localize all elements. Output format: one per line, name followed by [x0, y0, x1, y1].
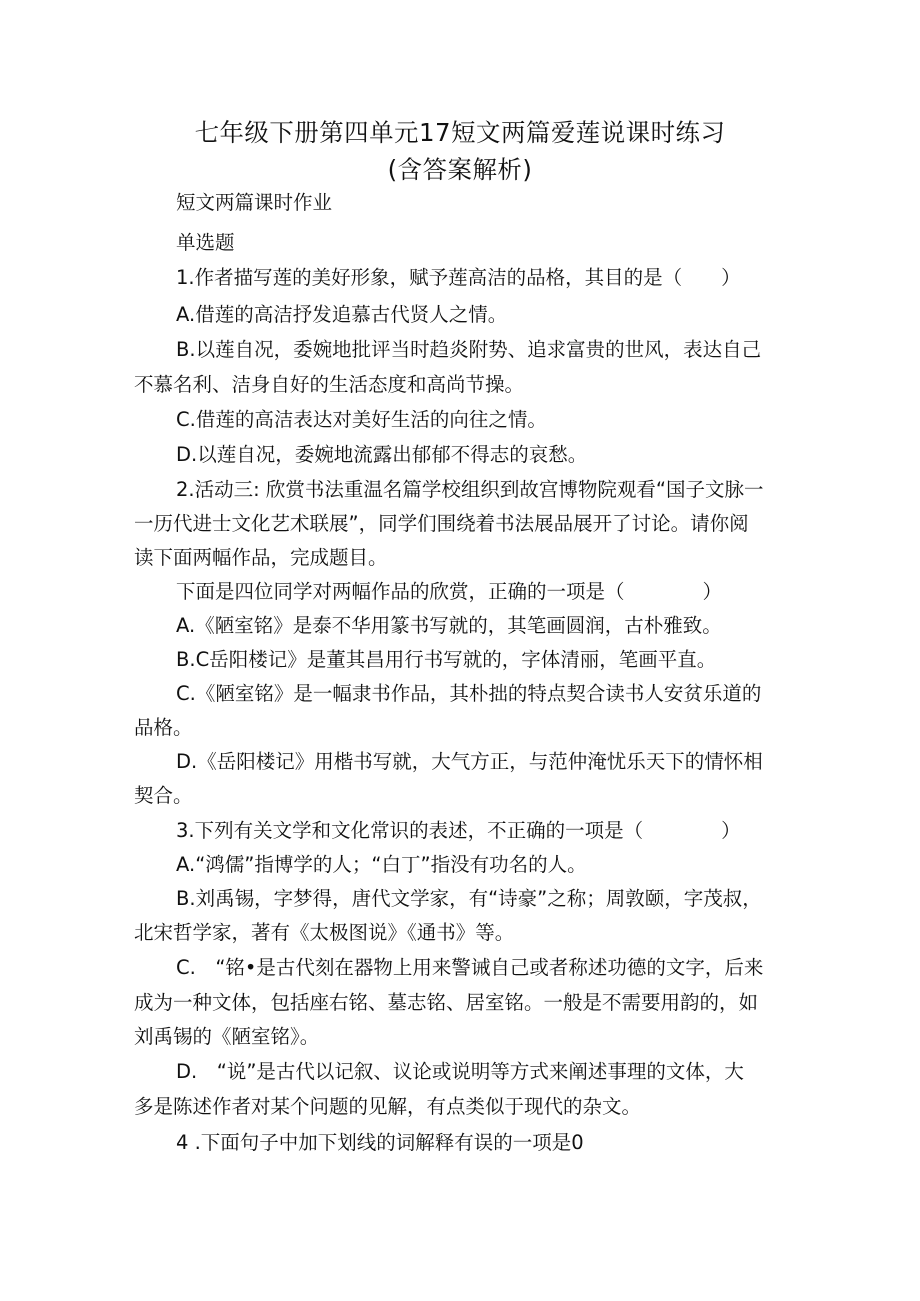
q3-option-c-line1: C. “铭•是古代刻在器物上用来警诫自己或者称述功德的文字，后来 [176, 956, 764, 979]
q1-option-b-line2: 不慕名利、洁身自好的生活态度和高尚节操。 [134, 373, 525, 396]
document-title-line1: 七年级下册第四单元17短文两篇爱莲说课时练习 [194, 118, 726, 147]
q3-option-c-line2: 成为一种文体，包括座右铭、墓志铭、居室铭。一般是不需要用韵的，如 [134, 991, 759, 1014]
q3-option-b-line1: B.刘禹锡，字梦得，唐代文学家，有“诗豪”之称；周敦颐，字茂叔， [176, 887, 762, 910]
q3-option-d-line2: 多是陈述作者对某个问题的见解，有点类似于现代的杂文。 [134, 1095, 642, 1118]
q2-option-a: A.《陋室铭》是泰不华用篆书写就的，其笔画圆润，古朴雅致。 [176, 614, 722, 637]
q3-option-d-line1: D. “说”是古代以记叙、议论或说明等方式来阐述事理的文体，大 [176, 1060, 744, 1083]
q1-option-b-line1: B.以莲自况，委婉地批评当时趋炎附势、追求富贵的世风，表达自己 [176, 338, 762, 361]
section-heading: 短文两篇课时作业 [176, 191, 333, 214]
q1-stem: 1.作者描写莲的美好形象，赋予莲高洁的品格，其目的是（ ） [176, 266, 741, 289]
q3-option-b-line2: 北宋哲学家，著有《太极图说》《通书》等。 [134, 921, 515, 944]
q2-stem-line2: 一历代进士文化艺术联展”，同学们围绕着书法展品展开了讨论。请你阅 [134, 512, 749, 535]
q1-option-d: D.以莲自况，委婉地流露出郁郁不得志的哀愁。 [176, 443, 588, 466]
q3-option-a: A.“鸿儒”指博学的人；“白丁”指没有功名的人。 [176, 853, 587, 876]
q4-stem: 4 .下面句子中加下划线的词解释有误的一项是0 [176, 1131, 584, 1154]
q2-option-b: B.C岳阳楼记》是董其昌用行书写就的，字体清丽，笔画平直。 [176, 648, 717, 671]
q2-option-c-line2: 品格。 [134, 716, 193, 739]
q2-stem-line3: 读下面两幅作品，完成题目。 [134, 546, 388, 569]
q2-option-c-line1: C.《陋室铭》是一幅隶书作品，其朴拙的特点契合读书人安贫乐道的 [176, 682, 762, 705]
q3-option-c-line3: 刘禹锡的《陋室铭》。 [134, 1025, 320, 1048]
q2-option-d-line2: 契合。 [134, 784, 193, 807]
q1-option-a: A.借莲的高洁抒发追慕古代贤人之情。 [176, 303, 508, 326]
q2-option-d-line1: D.《岳阳楼记》用楷书写就，大气方正，与范仲淹忧乐天下的情怀相 [176, 750, 763, 773]
q2-stem-line1: 2.活动三: 欣赏书法重温名篇学校组织到故宫博物院观看“国子文脉一 [176, 478, 764, 501]
document-title-line2: (含答案解析) [387, 155, 533, 184]
q1-option-c: C.借莲的高洁表达对美好生活的向往之情。 [176, 408, 547, 431]
q2-prompt: 下面是四位同学对两幅作品的欣赏，正确的一项是（ ） [176, 580, 723, 603]
q3-stem: 3.下列有关文学和文化常识的表述，不正确的一项是（ ） [176, 819, 741, 842]
subsection-heading: 单选题 [176, 231, 235, 254]
